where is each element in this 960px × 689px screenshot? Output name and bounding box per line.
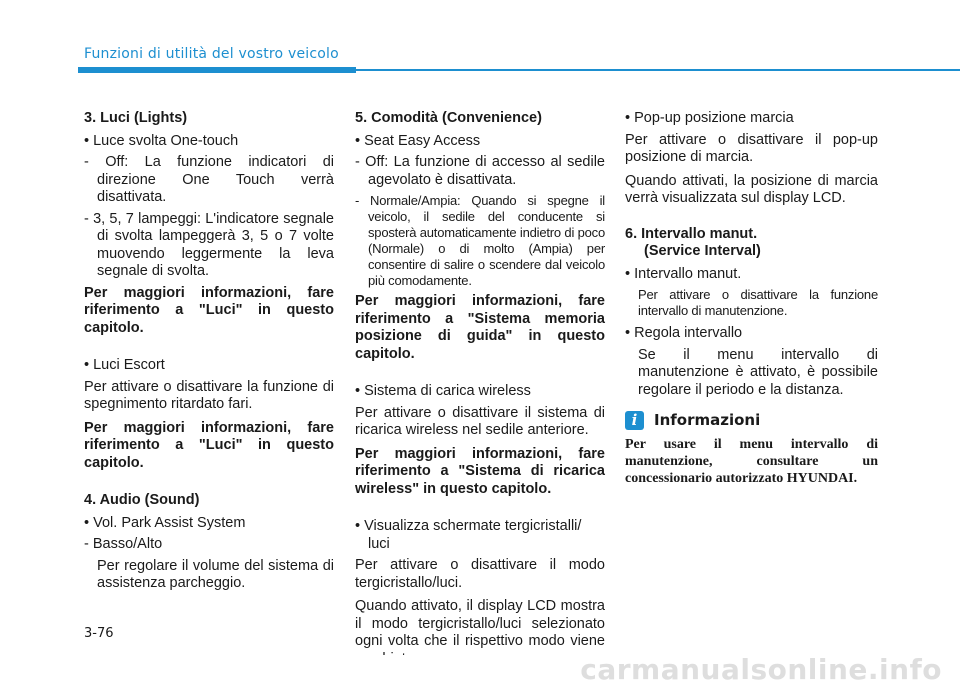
service-interval-description: Per attivare o disattivare la funzione intervallo di manutenzione. [638,287,878,318]
bullet-adjust-interval: • Regola intervallo [625,325,743,341]
bullet-gear-position-popup: • Pop-up posizione marcia [625,110,794,126]
info-title: Informazioni [654,410,761,429]
bullet-one-touch-turn: • Luce svolta One-touch [84,132,239,149]
reference-note-lights-1: Per maggiori informazioni, fare riferimento a "Luci" in questo capitolo. [84,284,334,336]
header-rule-thin [356,69,960,71]
info-box-header [625,411,878,430]
option-normal-wide: - Normale/Ampia: Quando si spegne il veicolo, il sedile del conducente si sposterà automaticamente indietro di poco (Normale) o di molto (Ampia) per consentire di salire o scendere dal veicolo più comodamente. [355,193,605,288]
section-4-heading: 4. Audio (Sound) [84,492,200,508]
section-6-heading: 6. Intervallo manut. [625,225,758,242]
option-flashes: - 3, 5, 7 lampeggi: L'indicatore segnale di svolta lampeggerà 3, 5 o 7 volte muovendo leggermente la leva segnale di svolta. [84,210,334,279]
bullet-park-assist-volume: • Vol. Park Assist System [84,514,246,531]
info-icon: i [625,411,644,430]
info-text: Per usare il menu intervallo di manutenzione, consultare un concessionario autorizzato HYUNDAI. [625,437,878,486]
option-off: - Off: La funzione indicatori di direzione One Touch verrà disattivata. [84,154,334,205]
wiper-lights-description: Per attivare o disattivare il modo tergicristallo/luci. [355,557,605,591]
watermark: carmanualsonline.info [580,653,942,686]
reference-note-seat-memory: Per maggiori informazioni, fare riferimento a "Sistema memoria posizione di guida" in questo capitolo. [355,293,605,362]
adjust-interval-description: Se il menu intervallo di manutenzione è attivato, è possibile regolare il periodo e la distanza. [638,346,878,398]
column-right [625,110,878,487]
gear-popup-description: Per attivare o disattivare il pop-up posizione di marcia. [625,131,878,165]
bullet-service-interval: • Intervallo manut. [625,265,742,282]
escort-lights-description: Per attivare o disattivare la funzione di spegnimento ritardato fari. [84,378,334,412]
bullet-wiper-lights-display: • Visualizza schermate tergicristalli/ luci [355,518,582,552]
column-middle [355,110,605,674]
section-header-title: Funzioni di utilità del vostro veicolo [84,46,339,62]
wiper-lights-activated-description: Quando attivato, il display LCD mostra il modo tergicristallo/luci selezionato ogni volta che il rispettivo modo viene [355,598,605,649]
column-left [84,110,334,599]
page-number: 3-76 [84,626,114,641]
reference-note-lights-2: Per maggiori informazioni, fare riferimento a "Luci" in questo capitolo. [84,419,334,471]
header-rule-thick [78,67,356,73]
bullet-seat-easy-access: • Seat Easy Access [355,132,481,149]
section-3-heading: 3. Luci (Lights) [84,110,188,126]
reference-note-wireless: Per maggiori informazioni, fare riferimento a "Sistema di ricarica wireless" in questo capitolo. [355,445,605,497]
bullet-wireless-charging: • Sistema di carica wireless [355,383,531,399]
gear-popup-activated-description: Quando attivati, la posizione di marcia verrà visualizzata sul display LCD. [625,172,878,206]
bullet-escort-lights: • Luci Escort [84,357,165,373]
park-assist-description: Per regolare il volume del sistema di assistenza parcheggio. [97,557,334,591]
option-low-high: - Basso/Alto [84,536,163,552]
wireless-charging-description: Per attivare o disattivare il sistema di ricarica wireless nel sedile anteriore. [355,404,605,438]
section-6-subheading: (Service Interval) [644,243,761,259]
option-off-seat: - Off: La funzione di accesso al sedile agevolato è disattivata. [355,154,605,188]
section-5-heading: 5. Comodità (Convenience) [355,110,542,126]
